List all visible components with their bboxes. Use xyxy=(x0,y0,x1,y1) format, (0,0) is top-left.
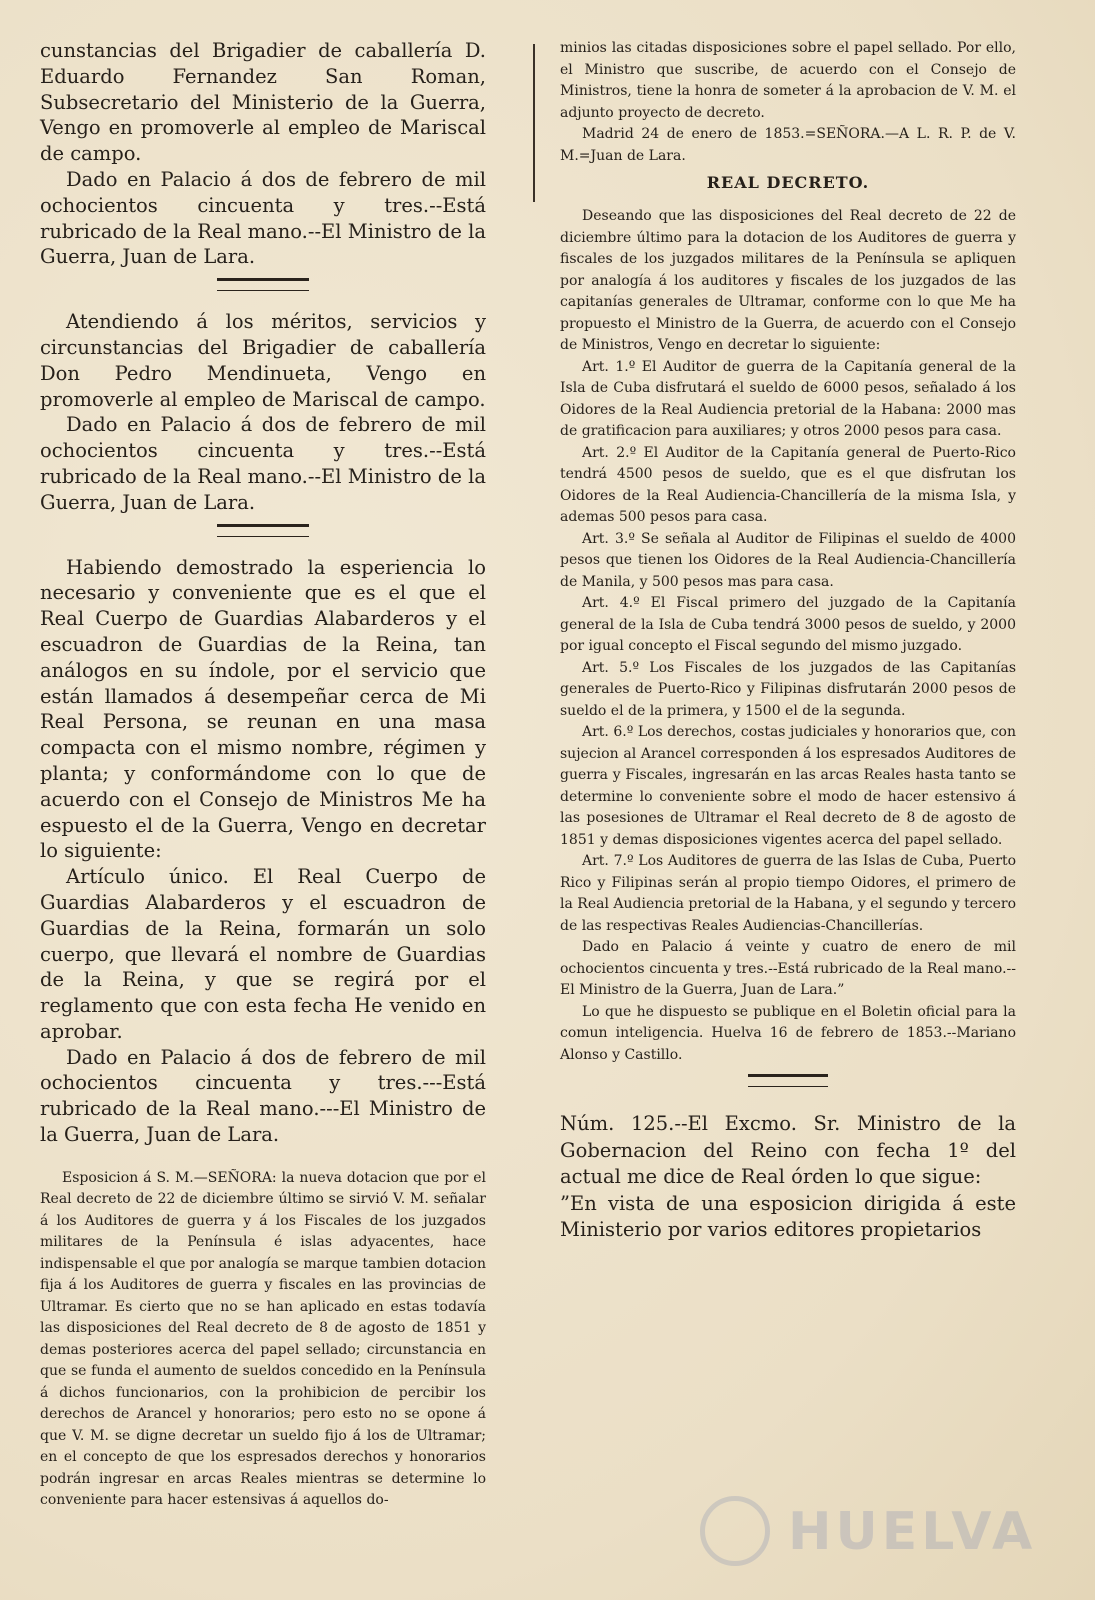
decree-article: Art. 1.º El Auditor de guerra de la Capitanía general de la Isla de Cuba disfrutará el sueldo de 6000 pesos, señalado á los Oidores de la Real Audiencia pretorial de la Habana: 2000 mas de gratificacion para auxiliares; y otros 2000 pesos para casa. xyxy=(560,358,1016,439)
right-column xyxy=(560,38,1016,1244)
decree-signature: Dado en Palacio á dos de febrero de mil ochocientos cincuenta y tres.--Está rubricado de la Real mano.--El Ministro de la Guerra, Juan de Lara. xyxy=(40,167,486,269)
section-separator xyxy=(217,524,309,537)
decree-article: Art. 7.º Los Auditores de guerra de las Islas de Cuba, Puerto Rico y Filipinas serán al propio tiempo Oidores, el primero de la Real Audiencia pretorial de la Habana, y el segundo y tercero de las respectivas Reales Audiencias-Chancillerías. xyxy=(560,853,1016,934)
watermark-text: HUELVA xyxy=(788,1502,1037,1562)
decree-article: Art. 5.º Los Fiscales de los juzgados de las Capitanías generales de Puerto-Rico y Filipinas disfrutarán 2000 pesos de sueldo el de la primera, y 1500 el de la segunda. xyxy=(560,659,1016,719)
exposition-signature: Madrid 24 de enero de 1853.=SEÑORA.—A L. R. P. de V. M.=Juan de Lara. xyxy=(560,126,1016,164)
column-divider xyxy=(533,44,535,202)
publication-note: Lo que he dispuesto se publique en el Boletin oficial para la comun inteligencia. Huelva 16 de febrero de 1853.--Mariano Alonso y Castillo. xyxy=(560,1003,1016,1063)
order-paragraph: Núm. 125.--El Excmo. Sr. Ministro de la Gobernacion del Reino con fecha 1º del actual me dice de Real órden lo que sigue: xyxy=(560,1112,1016,1188)
coat-of-arms-icon xyxy=(700,1496,770,1566)
decree-signature: Dado en Palacio á veinte y cuatro de enero de mil ochocientos cincuenta y tres.--Está rubricado de la Real mano.--El Ministro de la Guerra, Juan de Lara.” xyxy=(560,939,1016,998)
decree-paragraph: cunstancias del Brigadier de caballería D. Eduardo Fernandez San Roman, Subsecretario del Ministerio de la Guerra, Vengo en promoverle al empleo de Mariscal de campo. xyxy=(40,39,486,166)
section-heading: REAL DECRETO. xyxy=(706,173,870,192)
decree-paragraph: Habiendo demostrado la esperiencia lo necesario y conveniente que es el que el Real Cuerpo de Guardias Alabarderos y el escuadron de Guardias de la Reina, tan análogos en su índole, por el servicio que están llamados á desempeñar cerca de Mi Real Persona, se reunan en una masa compacta con el mismo nombre, régimen y planta; y conformándome con lo que de acuerdo con el Consejo de Ministros Me ha espuesto el de la Guerra, Vengo en decretar lo siguiente: xyxy=(40,555,486,863)
section-separator xyxy=(217,278,309,291)
decree-article: Art. 4.º El Fiscal primero del juzgado de la Capitanía general de la Isla de Cuba tendrá 3000 pesos de sueldo, y 2000 por igual concepto el Fiscal segundo del mismo juzgado. xyxy=(560,595,1016,654)
exposition-paragraph: minios las citadas disposiciones sobre el papel sellado. Por ello, el Ministro que suscribe, de acuerdo con el Consejo de Ministros, tiene la honra de someter á la aprobacion de V. M. el adjunto proyecto de decreto. xyxy=(560,40,1016,121)
decree-paragraph: Atendiendo á los méritos, servicios y circunstancias del Brigadier de caballería Don Pedro Mendinueta, Vengo en promoverle al empleo de Mariscal de campo. xyxy=(40,310,486,411)
decree-article: Artículo único. El Real Cuerpo de Guardias Alabarderos y el escuadron de Guardias de la Reina, formarán un solo cuerpo, que llevará el nombre de Guardias de la Reina, y que se regirá por el reglamento que con esta fecha He venido en aprobar. xyxy=(40,865,486,1043)
decree-paragraph: Deseando que las disposiciones del Real decreto de 22 de diciembre último para la dotacion de los Auditores de guerra y fiscales de los juzgados militares de la Península se apliquen por analogía á los auditores y fiscales de los juzgados de las capitanías generales de Ultramar, conforme con lo que Me ha propuesto el Ministro de la Guerra, de acuerdo con el Consejo de Ministros, Vengo en decretar lo siguiente: xyxy=(560,208,1016,353)
decree-article: Art. 3.º Se señala al Auditor de Filipinas el sueldo de 4000 pesos que tienen los Oidores de la Real Audiencia-Chancillería de Manila, y 500 pesos mas para casa. xyxy=(560,530,1016,590)
exposition-paragraph: Esposicion á S. M.—SEÑORA: la nueva dotacion que por el Real decreto de 22 de diciembre último se sirvió V. M. señalar á los Auditores de guerra y á los Fiscales de los juzgados militares de la Península é islas adyacentes, hace indispensable el que por analogía se marque tambien dotacion fija á los Auditores de guerra y fiscales en las provincias de Ultramar. Es cierto que no se han aplicado en estas todavía las disposiciones del Real decreto de 8 de agosto de 1851 y demas posteriores acerca del papel sellado; circunstancia en que se funda el aumento de sueldos concedido en la Península á dichos funcionarios, con la prohibicion de percibir los derechos de Arancel y honorarios; pero esto no se opone á que V. M. se digne decretar un sueldo fijo á los de Ultramar; en el concepto de que los espresados derechos y honorarios podrán ingresar en arcas Reales mientras se determine lo conveniente para hacer estensivas á aquellos do- xyxy=(40,1169,486,1509)
decree-article: Art. 6.º Los derechos, costas judiciales y honorarios que, con sujecion al Arancel corresponden á los espresados Auditores de guerra y Fiscales, ingresarán en las arcas Reales hasta tanto se determine lo conveniente sobre el modo de hacer estensivo á las posesiones de Ultramar el Real decreto de 8 de agosto de 1851 y demas disposiciones vigentes acerca del papel sellado. xyxy=(560,724,1016,848)
section-separator xyxy=(748,1074,828,1087)
decree-article: Art. 2.º El Auditor de la Capitanía general de Puerto-Rico tendrá 4500 pesos de sueldo, que es el que disfrutan los Oidores de la Real Audiencia-Chancillería de la misma Isla, y ademas 500 pesos para casa. xyxy=(560,444,1016,525)
left-column xyxy=(40,38,486,1512)
library-watermark xyxy=(700,1492,1037,1572)
decree-signature: Dado en Palacio á dos de febrero de mil ochocientos cincuenta y tres.--Está rubricado de la Real mano.--El Ministro de la Guerra, Juan de Lara. xyxy=(40,413,486,514)
decree-signature: Dado en Palacio á dos de febrero de mil ochocientos cincuenta y tres.---Está rubricado de la Real mano.---El Ministro de la Guerra, Juan de Lara. xyxy=(40,1045,486,1147)
order-paragraph: ”En vista de una esposicion dirigida á este Ministerio por varios editores propietarios xyxy=(560,1191,1016,1241)
